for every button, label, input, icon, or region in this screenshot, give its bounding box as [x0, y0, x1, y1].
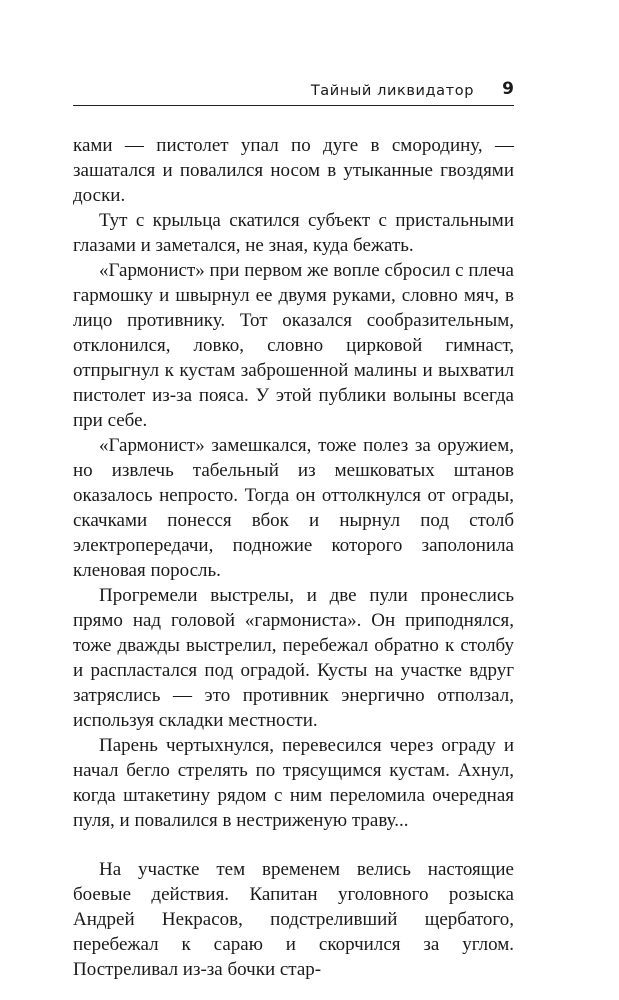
paragraph-4: «Гармонист» замешкался, тоже полез за оружием, но извлечь табельный из мешковатых штанов оказалось непросто. Тогда он оттолкнулся от ограды, скачками понесся вбок и нырнул под столб электропередачи, подножие которого заполонила кленовая поросль. — [73, 435, 514, 581]
paragraph-1: ками — пистолет упал по дуге в смородину, — зашатался и повалился носом в утыканные гвоздями доски. — [73, 135, 514, 206]
paragraph-6: Парень чертыхнулся, перевесился через ограду и начал бегло стрелять по трясущимся кустам. Ахнул, когда штакетину рядом с ним переломила очередная пуля, и повалился в нестриженую траву... — [73, 735, 514, 831]
header-rule — [73, 105, 514, 106]
running-title: Тайный ликвидатор — [310, 83, 474, 99]
running-head — [73, 80, 514, 104]
paragraph-2: Тут с крыльца скатился субъект с пристальными глазами и заметался, не зная, куда бежать. — [73, 210, 514, 256]
body-text — [73, 133, 514, 982]
paragraph-7: На участке тем временем велись настоящие боевые действия. Капитан уголовного розыска Андрей Некрасов, подстреливший щербатого, перебежал к сараю и скорчился за углом. Постреливал из-за бочки стар- — [73, 859, 514, 980]
page-number: 9 — [502, 79, 514, 99]
paragraph-5: Прогремели выстрелы, и две пули пронеслись прямо над головой «гармониста». Он приподнялся, тоже дважды выстрелил, перебежал обратно к столбу и распластался под оградой. Кусты на участке вдруг затряслись — это противник энергично отползал, используя складки местности. — [73, 585, 514, 731]
paragraph-3: «Гармонист» при первом же вопле сбросил с плеча гармошку и швырнул ее двумя руками, словно мяч, в лицо противнику. Тот оказался сообразительным, отклонился, ловко, словно цирковой гимнаст, отпрыгнул к кустам заброшенной малины и выхватил пистолет из-за пояса. У этой публики волыны всегда при себе. — [73, 260, 514, 431]
